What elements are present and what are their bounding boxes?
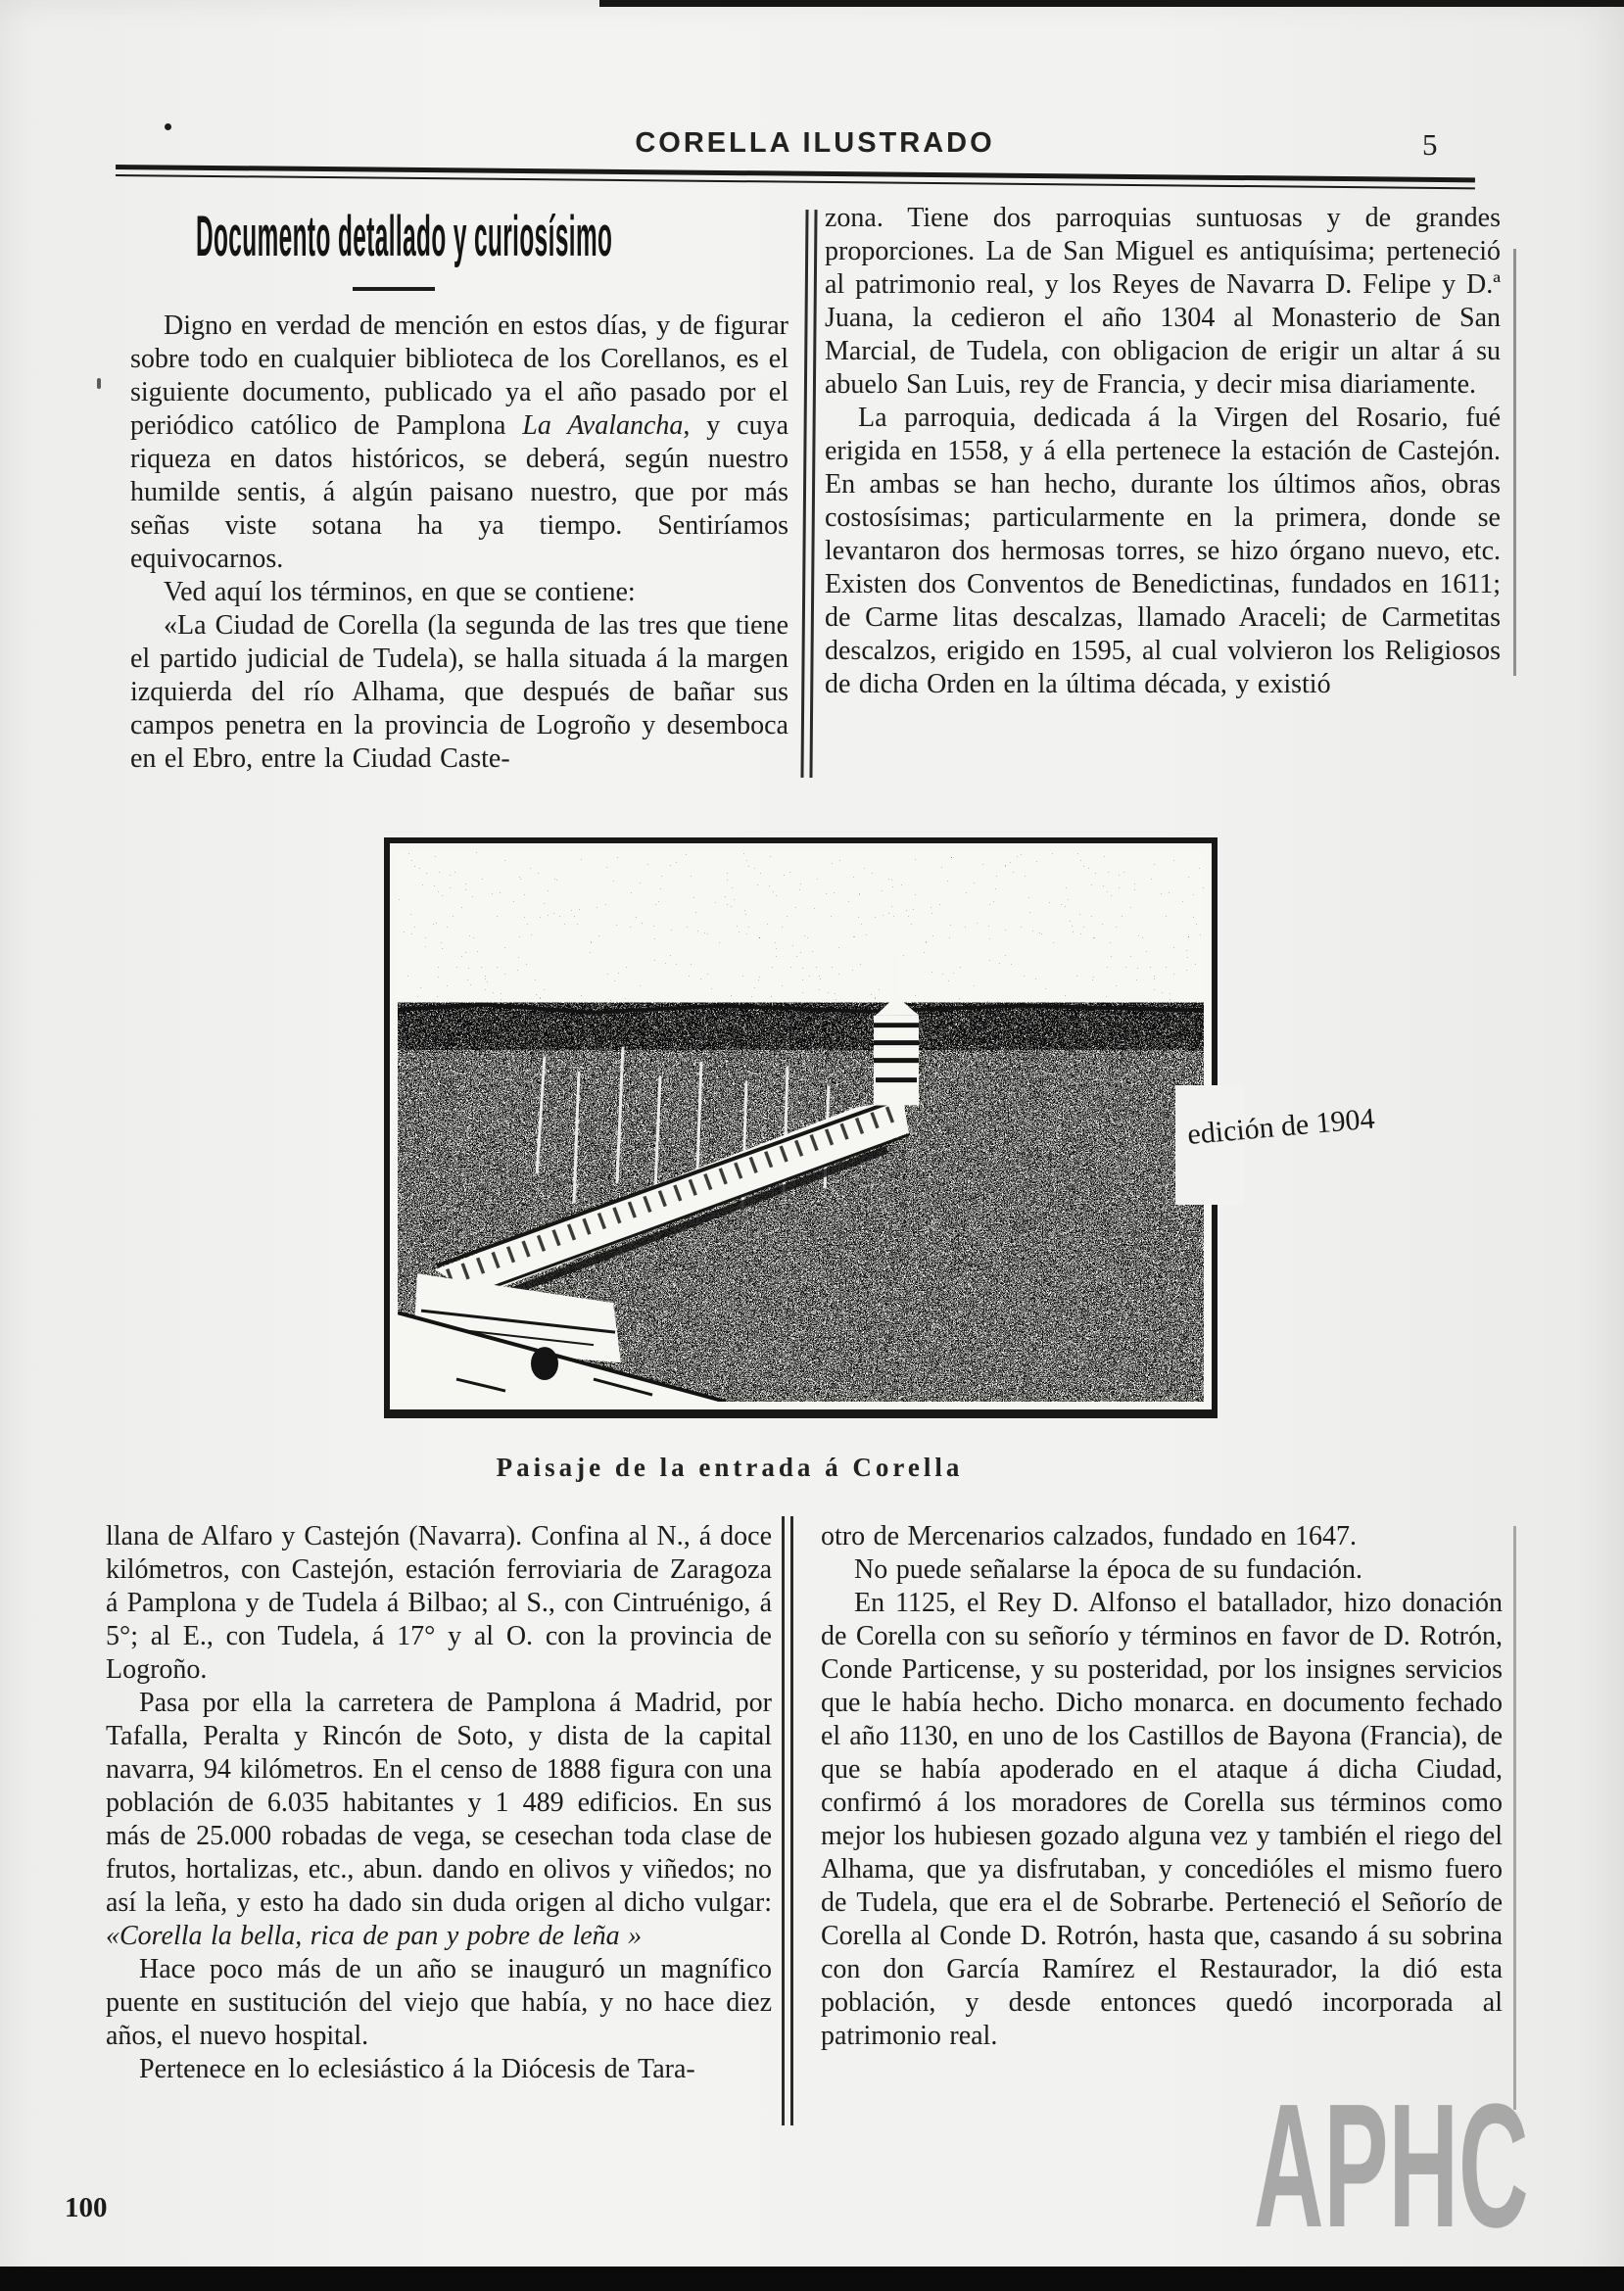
- paragraph-text: Digno en verdad de mención en estos días, y de figurar sobre todo en cualquier biblioteca de los Corellanos, es el siguiente documento, publicado ya el año pasado por el periódico católico de Pamplona: [130, 310, 788, 441]
- folio-number: 100: [65, 2192, 108, 2223]
- paragraph: [106, 1687, 772, 1953]
- paragraph: No puede señalarse la época de su fundación.: [854, 1554, 1362, 1585]
- photo-tower-pole: [895, 957, 896, 998]
- ink-speck: [165, 123, 171, 130]
- page-number: 5: [1422, 127, 1438, 162]
- masthead-text: CORELLA ILUSTRADO: [635, 127, 995, 159]
- paragraph-text: , y cuya riqueza en datos históricos, se deberá, según nuestro humilde sentis, á algún paisano nuestro, que por más señas viste sotana ha ya tiempo. Sentiríamos equivocarnos.: [130, 410, 789, 574]
- archive-watermark: APHC: [1254, 2068, 1529, 2265]
- photo-halftone-landscape: [398, 851, 1204, 1402]
- paragraph: La parroquia, dedicada á la Virgen del Rosario, fué erigida en 1558, y á ella pertenece la estación de Castejón. En ambas se han hecho, durante los últimos años, obras costosísimas; particularmente en la primera, donde se levantaron dos hermosas torres, se hizo órgano nuevo, etc. Existen dos Conventos de Benedictinas, fundados en 1611; de Carme litas descalzas, llamado Araceli; de Carmetitas descalzos, erigido en 1595, al cual volvieron los Religiosos de dicha Orden en la última década, y existió: [825, 403, 1501, 699]
- page-edge-line-top: [1513, 249, 1516, 676]
- article-title-text: Documento detallado y curiosísimo: [196, 205, 613, 268]
- article-title: [196, 204, 613, 269]
- paragraph: Ved aquí los términos, en que se contiene:: [164, 577, 636, 607]
- page-edge-line-bottom: [1513, 1526, 1516, 2110]
- edition-annotation: edición de 1904: [1186, 1102, 1376, 1152]
- periodical-name-italic: La Avalancha: [522, 410, 684, 441]
- paragraph: «La Ciudad de Corella (la segunda de las tres que tiene el partido judicial de Tudela), se halla situada á la margen izquierda del río Alhama, que después de bañar sus campos penetra en la provincia de Logroño y desemboca en el Ebro, entre la Ciudad Caste-: [130, 610, 788, 774]
- photo-frame: [384, 837, 1218, 1418]
- paragraph: otro de Mercenarios calzados, fundado en 1647.: [821, 1521, 1358, 1551]
- saying-italic: «Corella la bella, rica de pan y pobre de leña »: [106, 1921, 643, 1951]
- article-column-left: [130, 310, 788, 776]
- paragraph-text: Pasa por ella la carretera de Pamplona á Madrid, por Tafalla, Peralta y Rincón de Soto, y dista de la capital navarra, 94 kilómetros. En el censo de 1888 figura con una población de 6.035 habitantes y 1 489 edificios. En sus más de 25.000 robadas de vega, se cesechan toda clase de frutos, hortalizas, etc., abun. dando en olivos y viñedos; no así la leña, y esto ha dado sin duda origen al dicho vulgar:: [106, 1688, 772, 1918]
- paragraph: Hace poco más de un año se inauguró un magnífico puente en sustitución del viejo que había, y no hace diez años, el nuevo hospital.: [106, 1954, 772, 2051]
- header-rule: [116, 165, 1475, 189]
- photo-caption: Paisaje de la entrada á Corella: [496, 1453, 964, 1482]
- paragraph: Pertenece en lo eclesiástico á la Diócesis de Tara-: [139, 2054, 695, 2084]
- paragraph: llana de Alfaro y Castejón (Navarra). Confina al N., á doce kilómetros, con Castejón, estación ferroviaria de Zaragoza á Pamplona y de Tudela á Bilbao; al S., con Cintruénigo, á 5°; al E., con Tudela, á 17° y al O. con la provincia de Logroño.: [106, 1521, 772, 1685]
- lower-column-right: [821, 1520, 1503, 2053]
- paragraph: zona. Tiene dos parroquias suntuosas y de grandes proporciones. La de San Miguel es antiquísima; perteneció al patrimonio real, y los Reyes de Navarra D. Felipe y D.ª Juana, la cedieron el año 1304 al Monasterio de San Marcial, de Tudela, con obligacion de erigir un altar á su abuelo San Luis, rey de Francia, y decir misa diariamente.: [825, 203, 1501, 400]
- ink-speck: [97, 378, 101, 389]
- paragraph: [130, 310, 788, 576]
- photo-figure: [531, 1347, 558, 1380]
- column-divider-bottom: [782, 1516, 793, 2125]
- paragraph: En 1125, el Rey D. Alfonso el batallador, hizo donación de Corella con su señorío y términos en favor de D. Rotrón, Conde Particense, y su posteridad, por los insignes servicios que le había hecho. Dicho monarca. en documento fechado el año 1130, en uno de los Castillos de Bayona (Francia), de que se había apoderado en el ataque á dicha Ciudad, confirmó á los moradores de Corella sus términos como mejor los hubiesen gozado alguna vez y también el riego del Alhama, que ya disfrutaban, y concedióles el mismo fuero de Tudela, que era el de Sobrarbe. Perteneció el Señorío de Corella al Conde D. Rotrón, hasta que, casando á su sobrina con don García Ramírez el Restaurador, la dió esta población, y desde entonces quedó incorporada al patrimonio real.: [821, 1588, 1503, 2051]
- photo-sky: [398, 851, 1204, 1018]
- column-divider-top: [800, 210, 817, 778]
- article-column-right: [825, 202, 1501, 701]
- scan-edge-top-bar: [599, 0, 1624, 7]
- lower-column-left: [106, 1520, 772, 2086]
- title-divider-rule: [353, 287, 435, 291]
- scan-edge-bottom-bar: [0, 2267, 1624, 2291]
- publication-masthead: [635, 127, 994, 160]
